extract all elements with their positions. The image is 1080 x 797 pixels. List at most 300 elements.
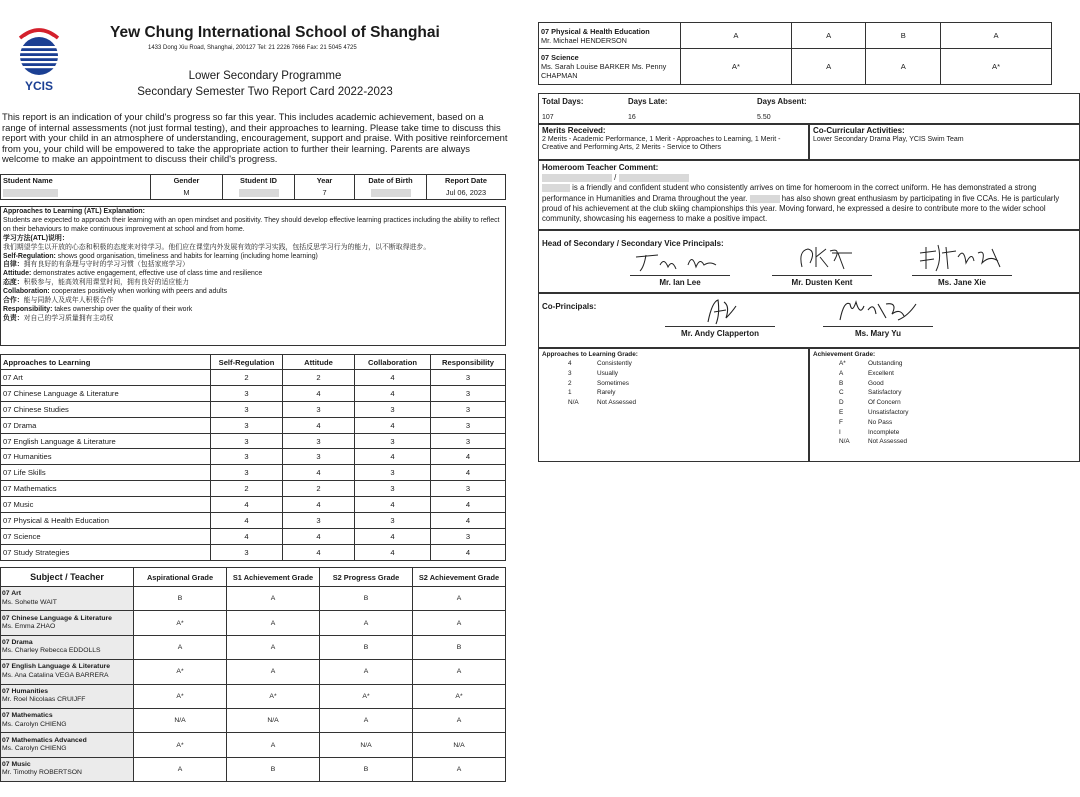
header-student-id: Student ID [223, 175, 295, 186]
signature-name: Mr. Ian Lee [659, 278, 701, 287]
atl-subject-cell: 07 Mathematics [1, 481, 211, 497]
atl-header-subject: Approaches to Learning [1, 355, 211, 370]
key-row [813, 389, 1076, 399]
school-logo-icon [14, 24, 64, 96]
header-dob: Date of Birth [355, 175, 427, 186]
key-row [813, 429, 1076, 439]
atl-grade-cell: 4 [355, 497, 431, 513]
report-page-2 [538, 22, 1080, 467]
subjects-header-s1-achievement: S1 Achievement Grade [227, 568, 320, 587]
student-info-value-row [1, 186, 506, 200]
subject-teacher-cell [1, 684, 134, 708]
signature-name: Ms. Jane Xie [937, 278, 987, 287]
table-row [539, 49, 1052, 85]
key-description: Not Assessed [597, 399, 637, 407]
atl-grade-cell: 3 [283, 401, 355, 417]
atl-grade-cell: 4 [283, 497, 355, 513]
atl-grade-cell: 3 [283, 513, 355, 529]
teacher-name-redacted-2 [619, 174, 689, 182]
atl-grade-cell: 4 [355, 544, 431, 560]
key-grade: 2 [568, 379, 572, 387]
atl-subject-cell: 07 English Language & Literature [1, 433, 211, 449]
attitude-text: demonstrates active engagement, effective use of class time and resilience [33, 270, 263, 278]
grade-cell: A* [134, 684, 227, 708]
teacher-name: Ms. Carolyn CHIENG [2, 745, 67, 753]
cca-text: Lower Secondary Drama Play, YCIS Swim Team [813, 135, 964, 143]
atl-grade-cell: 4 [355, 370, 431, 386]
grade-cell: A [227, 660, 320, 684]
key-grade: A* [839, 360, 846, 367]
atl-header-row [1, 355, 506, 370]
signature-icon [670, 296, 770, 326]
signature-icon [828, 296, 928, 326]
key-grade: A [839, 369, 844, 377]
key-row [542, 360, 805, 370]
grade-cell: A [413, 660, 506, 684]
grade-cell: A [413, 611, 506, 635]
subject-name: 07 Music [2, 760, 31, 768]
days-absent-label: Days Absent: [757, 97, 807, 106]
key-grade: B [839, 379, 844, 387]
signature-andy-clapperton [665, 296, 775, 338]
header-student-name: Student Name [1, 175, 151, 186]
atl-grade-cell: 2 [283, 370, 355, 386]
subject-teacher-cell [539, 49, 681, 85]
key-grade: F [839, 418, 843, 426]
year-value: 7 [295, 186, 355, 200]
atl-grades-table [0, 354, 506, 561]
grade-cell: A* [227, 684, 320, 708]
table-row [1, 449, 506, 465]
atl-grade-cell: 4 [211, 528, 283, 544]
grade-cell: A* [134, 660, 227, 684]
grade-cell: B [320, 587, 413, 611]
school-name: Yew Chung International School of Shanghai [110, 24, 440, 41]
key-description: Excellent [868, 369, 894, 377]
subject-grades-table [0, 567, 506, 782]
table-row [1, 513, 506, 529]
student-name-redacted [1, 186, 151, 200]
report-title: Secondary Semester Two Report Card 2022-2023 [137, 86, 393, 98]
grade-cell: B [134, 587, 227, 611]
atl-grade-cell: 3 [211, 385, 283, 401]
atl-grade-cell: 4 [283, 417, 355, 433]
grade-cell: A* [134, 733, 227, 757]
key-grade: I [839, 428, 841, 436]
subject-name: 07 Chinese Language & Literature [2, 614, 112, 622]
responsibility-cn-label: 负责： [3, 314, 24, 322]
grade-cell: A [791, 49, 866, 85]
homeroom-comment-2: has also shown great enthusiasm by participating in five CCAs. He is particularly proud of his achievement at the club skiing championships this year. Moving forward, he expressed a desire to contribute more to the wider school community, showcasing his eagerness to make a positive impact. [542, 193, 1060, 224]
subject-name: 07 Humanities [2, 687, 49, 695]
student-info-table [0, 174, 506, 200]
attitude-cn-label: 态度： [3, 279, 24, 287]
table-row [1, 757, 506, 781]
atl-explanation [0, 206, 506, 346]
atl-grade-cell: 3 [211, 465, 283, 481]
atl-subject-cell: 07 Life Skills [1, 465, 211, 481]
homeroom-comment-1: is a friendly and confident student who consistently arrives on time for homeroom in the correct uniform. He has demonstrated a strong performance in Humanities and Drama throughout the year. [542, 183, 1037, 203]
student-name-redacted-3 [750, 195, 780, 203]
atl-grade-cell: 4 [431, 465, 506, 481]
atl-grade-key [538, 348, 809, 462]
collaboration-label: Collaboration: [3, 288, 50, 296]
key-grade: C [839, 389, 844, 397]
subject-name: 07 Science [541, 53, 579, 62]
atl-grade-cell: 4 [355, 449, 431, 465]
table-row [1, 587, 506, 611]
grade-cell: A* [941, 49, 1052, 85]
responsibility-cn-text: 对自己的学习质量拥有主动权 [23, 314, 114, 322]
signature-line [823, 326, 933, 327]
atl-grade-cell: 3 [355, 513, 431, 529]
subject-teacher-cell [1, 587, 134, 611]
grade-cell: B [320, 757, 413, 781]
atl-grade-cell: 3 [355, 465, 431, 481]
subjects-header-s2-progress: S2 Progress Grade [320, 568, 413, 587]
subject-grades-table-continued [538, 22, 1052, 85]
days-late-value: 16 [628, 114, 636, 121]
signature-dusten-kent [767, 241, 877, 287]
signature-ian-lee [625, 243, 735, 287]
grade-cell: A [227, 733, 320, 757]
grade-cell: A* [413, 684, 506, 708]
key-grade: N/A [568, 399, 579, 407]
key-row [542, 370, 805, 380]
key-description: Consistently [597, 360, 632, 367]
key-description: Not Assessed [868, 438, 908, 446]
grade-cell: A [227, 587, 320, 611]
key-row [542, 399, 805, 409]
key-description: No Pass [868, 418, 893, 426]
key-row [813, 360, 1076, 370]
atl-grade-cell: 3 [355, 481, 431, 497]
atl-grade-cell: 3 [211, 433, 283, 449]
atl-grade-cell: 3 [211, 417, 283, 433]
atl-subject-cell: 07 Study Strategies [1, 544, 211, 560]
signature-line [665, 326, 775, 327]
homeroom-comment-box [538, 160, 1080, 230]
atl-explanation-cn-body: 我们期望学生以开放的心态和积极的态度来对待学习。他们应在课堂内外发展有效的学习实践，包括反思学习行为的能力，以不断取得进步。 [3, 243, 431, 251]
logo-text: YCIS [24, 79, 54, 93]
responsibility-label: Responsibility: [3, 305, 53, 313]
gender-value: M [151, 186, 223, 200]
co-principals-box [538, 293, 1080, 348]
grade-cell: A* [681, 49, 792, 85]
atl-subject-cell: 07 Science [1, 528, 211, 544]
teacher-name: Mr. Roel Nicolaas CRUIJFF [2, 696, 86, 704]
subject-name: 07 Art [2, 590, 22, 598]
homeroom-label: Homeroom Teacher Comment: [542, 163, 659, 172]
atl-grade-cell: 4 [431, 449, 506, 465]
signature-mary-yu [823, 296, 933, 338]
table-row [1, 497, 506, 513]
attendance-box [538, 93, 1080, 124]
key-description: Usually [597, 369, 618, 377]
signature-name: Ms. Mary Yu [854, 329, 902, 338]
merits-box [538, 124, 809, 160]
key-row [813, 380, 1076, 390]
signature-icon [630, 243, 730, 275]
atl-grade-cell: 3 [355, 433, 431, 449]
grade-cell: A [413, 757, 506, 781]
subjects-header-s2-achievement: S2 Achievement Grade [413, 568, 506, 587]
subject-name: 07 Drama [2, 638, 33, 646]
subject-name: 07 Mathematics Advanced [2, 736, 87, 744]
key-row [542, 389, 805, 399]
grade-cell: N/A [134, 708, 227, 732]
attitude-cn-text: 积极参与，能高效利用课堂时间，拥有良好的适应能力 [23, 279, 190, 287]
atl-subject-cell: 07 Chinese Studies [1, 401, 211, 417]
programme-title: Lower Secondary Programme [188, 70, 342, 82]
grade-cell: A [320, 611, 413, 635]
grade-cell: A [413, 708, 506, 732]
header-year: Year [295, 175, 355, 186]
grade-cell: A [134, 635, 227, 659]
atl-grade-cell: 4 [431, 513, 506, 529]
table-row [1, 708, 506, 732]
table-row [1, 635, 506, 659]
report-date-value: Jul 06, 2023 [427, 186, 506, 200]
subjects-header-subject: Subject / Teacher [1, 568, 134, 587]
key-description: Unsatisfactory [868, 408, 909, 416]
atl-grade-cell: 3 [211, 449, 283, 465]
self-regulation-label: Self-Regulation: [3, 252, 56, 260]
table-row [1, 433, 506, 449]
merits-text: 2 Merits - Academic Performance, 1 Merit - Approaches to Learning, 1 Merit - Creative and Performing Arts, 2 Merits - Service to Others [542, 135, 781, 151]
atl-grade-cell: 3 [211, 401, 283, 417]
self-regulation-text: shows good organisation, timeliness and habits for learning (including home learning) [57, 252, 318, 260]
signature-line [912, 275, 1012, 276]
table-row [1, 417, 506, 433]
subject-name: 07 Mathematics [2, 712, 53, 720]
teacher-name: Ms. Ana Catalina VEGA BARRERA [2, 671, 109, 679]
atl-grade-cell: 3 [211, 544, 283, 560]
atl-grade-cell: 4 [355, 528, 431, 544]
signature-icon [912, 239, 1012, 275]
responsibility-text: takes ownership over the quality of their work [54, 305, 193, 313]
atl-header-collaboration: Collaboration [355, 355, 431, 370]
atl-grade-cell: 3 [431, 417, 506, 433]
subject-teacher-cell [1, 635, 134, 659]
collaboration-cn-label: 合作： [3, 297, 24, 305]
teacher-name: Mr. Michael HENDERSON [541, 35, 627, 45]
homeroom-separator: / [614, 173, 617, 183]
key-row [542, 380, 805, 390]
merits-label: Merits Received: [542, 126, 606, 135]
teacher-name-redacted [542, 174, 612, 182]
days-late-label: Days Late: [628, 97, 668, 106]
signature-name: Mr. Andy Clapperton [681, 329, 759, 338]
total-days-label: Total Days: [542, 97, 584, 106]
atl-grade-cell: 3 [431, 370, 506, 386]
subject-name: 07 English Language & Literature [2, 663, 111, 671]
collaboration-text: cooperates positively when working with peers and adults [51, 288, 228, 296]
subject-teacher-cell [539, 23, 681, 49]
header-report-date: Report Date [427, 175, 506, 186]
atl-subject-cell: 07 Humanities [1, 449, 211, 465]
school-address: 1433 Dong Xiu Road, Shanghai, 200127 Tel: 21 2226 7666 Fax: 21 5045 4725 [148, 45, 357, 51]
table-row [1, 481, 506, 497]
key-grade: 1 [568, 389, 572, 397]
signature-name: Mr. Dusten Kent [791, 278, 853, 287]
atl-grade-cell: 3 [431, 401, 506, 417]
grade-cell: A [227, 611, 320, 635]
key-description: Good [868, 379, 884, 387]
key-row [813, 409, 1076, 419]
table-row [1, 528, 506, 544]
key-description: Of Concern [868, 399, 901, 407]
table-row [1, 684, 506, 708]
grade-cell: B [413, 635, 506, 659]
key-description: Rarely [597, 389, 616, 397]
student-info-header-row [1, 175, 506, 186]
signature-line [772, 275, 872, 276]
days-absent-value: 5.50 [757, 114, 771, 121]
atl-grade-cell: 4 [211, 513, 283, 529]
table-row [1, 401, 506, 417]
intro-paragraph: This report is an indication of your child's progress so far this year. This includes academic achievement, based on a range of internal assessments (not just formal testing), and their approaches to learning. Please take time to discuss this report with your child in an atmosphere of understanding, encouragement, support and praise. With positive reinforcement from you, your child will be empowered to take the appropriate action to further their learning. Parents are always welcome to make an appointment to discuss their child's progress. [2, 111, 508, 165]
atl-subject-cell: 07 Art [1, 370, 211, 386]
teacher-name: Ms. Carolyn CHIENG [2, 720, 67, 728]
atl-grade-cell: 3 [283, 449, 355, 465]
key-grade: 4 [568, 360, 572, 367]
atl-grade-cell: 2 [283, 481, 355, 497]
student-id-redacted [223, 186, 295, 200]
subject-teacher-cell [1, 611, 134, 635]
atl-explanation-cn-title: 学习方法(ATL)说明： [3, 234, 69, 242]
heads-signature-box [538, 230, 1080, 293]
atl-grade-cell: 4 [283, 385, 355, 401]
grade-cell: A [866, 49, 941, 85]
key-row [813, 419, 1076, 429]
atl-grade-cell: 3 [355, 401, 431, 417]
grade-cell: A [791, 23, 866, 49]
teacher-name: Ms. Sohette WAIT [2, 598, 57, 606]
grade-cell: N/A [227, 708, 320, 732]
key-grade: D [839, 399, 844, 407]
heads-label: Head of Secondary / Secondary Vice Principals: [542, 239, 724, 248]
student-name-redacted-2 [542, 184, 570, 192]
teacher-name: Ms. Charley Rebecca EDDOLLS [2, 647, 101, 655]
grade-cell: A [134, 757, 227, 781]
table-row [1, 544, 506, 560]
grade-cell: B [227, 757, 320, 781]
subject-teacher-cell [1, 660, 134, 684]
teacher-name: Ms. Emma ZHAO [2, 623, 56, 631]
subject-teacher-cell [1, 708, 134, 732]
grade-cell: A [941, 23, 1052, 49]
key-description: Sometimes [597, 379, 629, 387]
key-grade: N/A [839, 438, 850, 446]
atl-header-responsibility: Responsibility [431, 355, 506, 370]
atl-grade-cell: 3 [431, 433, 506, 449]
atl-grade-cell: 4 [211, 497, 283, 513]
table-row [1, 465, 506, 481]
grade-cell: A [681, 23, 792, 49]
total-days-value: 107 [542, 114, 554, 121]
signature-line [630, 275, 730, 276]
grade-cell: A [227, 635, 320, 659]
table-row [1, 611, 506, 635]
atl-grade-cell: 2 [211, 481, 283, 497]
teacher-name: Mr. Timothy ROBERTSON [2, 769, 82, 777]
subjects-header-row [1, 568, 506, 587]
table-row [1, 660, 506, 684]
grade-cell: N/A [320, 733, 413, 757]
atl-grade-cell: 3 [431, 481, 506, 497]
table-row [1, 385, 506, 401]
atl-grade-cell: 4 [283, 465, 355, 481]
self-regulation-cn-label: 自律： [3, 261, 24, 269]
key-row [813, 399, 1076, 409]
co-principals-label: Co-Principals: [542, 302, 597, 311]
table-row [539, 23, 1052, 49]
atl-grade-cell: 4 [355, 417, 431, 433]
subjects-header-aspirational: Aspirational Grade [134, 568, 227, 587]
grade-cell: A* [320, 684, 413, 708]
dob-redacted [355, 186, 427, 200]
table-row [1, 370, 506, 386]
atl-grade-cell: 3 [431, 528, 506, 544]
atl-grade-cell: 4 [431, 497, 506, 513]
table-row [1, 733, 506, 757]
achievement-grade-key [809, 348, 1080, 462]
grade-cell: B [866, 23, 941, 49]
cca-box [809, 124, 1080, 160]
atl-explanation-title: Approaches to Learning (ATL) Explanation: [3, 208, 145, 215]
key-grade: 3 [568, 369, 572, 377]
atl-explanation-body: Students are expected to approach their learning with an open mindset and positivity. They should develop effective learning practices including the ability to reflect on their behaviours to make continuous improvement at school and from home. [3, 216, 500, 233]
signature-jane-xie [907, 239, 1017, 287]
atl-subject-cell: 07 Physical & Health Education [1, 513, 211, 529]
atl-grade-cell: 4 [283, 528, 355, 544]
achievement-key-label: Achievement Grade: [813, 351, 876, 358]
grade-cell: A [320, 708, 413, 732]
key-row [813, 438, 1076, 448]
key-description: Satisfactory [868, 389, 902, 397]
header-gender: Gender [151, 175, 223, 186]
atl-subject-cell: 07 Music [1, 497, 211, 513]
atl-subject-cell: 07 Drama [1, 417, 211, 433]
subject-teacher-cell [1, 757, 134, 781]
grade-cell: B [320, 635, 413, 659]
grade-cell: A [413, 587, 506, 611]
key-grade: E [839, 408, 844, 416]
self-regulation-cn-text: 拥有良好的有条理与守时的学习习惯（包括家庭学习） [23, 261, 190, 269]
atl-grade-cell: 4 [283, 544, 355, 560]
atl-header-self-regulation: Self-Regulation [211, 355, 283, 370]
key-description: Incomplete [868, 428, 900, 436]
grade-cell: A [320, 660, 413, 684]
atl-key-label: Approaches to Learning Grade: [542, 351, 638, 358]
signature-icon [772, 241, 872, 275]
subject-name: 07 Physical & Health Education [541, 26, 650, 36]
atl-header-attitude: Attitude [283, 355, 355, 370]
atl-grade-cell: 4 [431, 544, 506, 560]
grade-cell: A* [134, 611, 227, 635]
key-row [813, 370, 1076, 380]
subject-teacher-cell [1, 733, 134, 757]
atl-grade-cell: 4 [355, 385, 431, 401]
atl-grade-cell: 2 [211, 370, 283, 386]
attitude-label: Attitude: [3, 270, 32, 278]
teacher-name: Ms. Sarah Louise BARKER Ms. Penny CHAPMAN [541, 62, 667, 80]
atl-grade-cell: 3 [431, 385, 506, 401]
cca-label: Co-Curricular Activities: [813, 126, 905, 135]
atl-grade-cell: 3 [283, 433, 355, 449]
atl-subject-cell: 07 Chinese Language & Literature [1, 385, 211, 401]
